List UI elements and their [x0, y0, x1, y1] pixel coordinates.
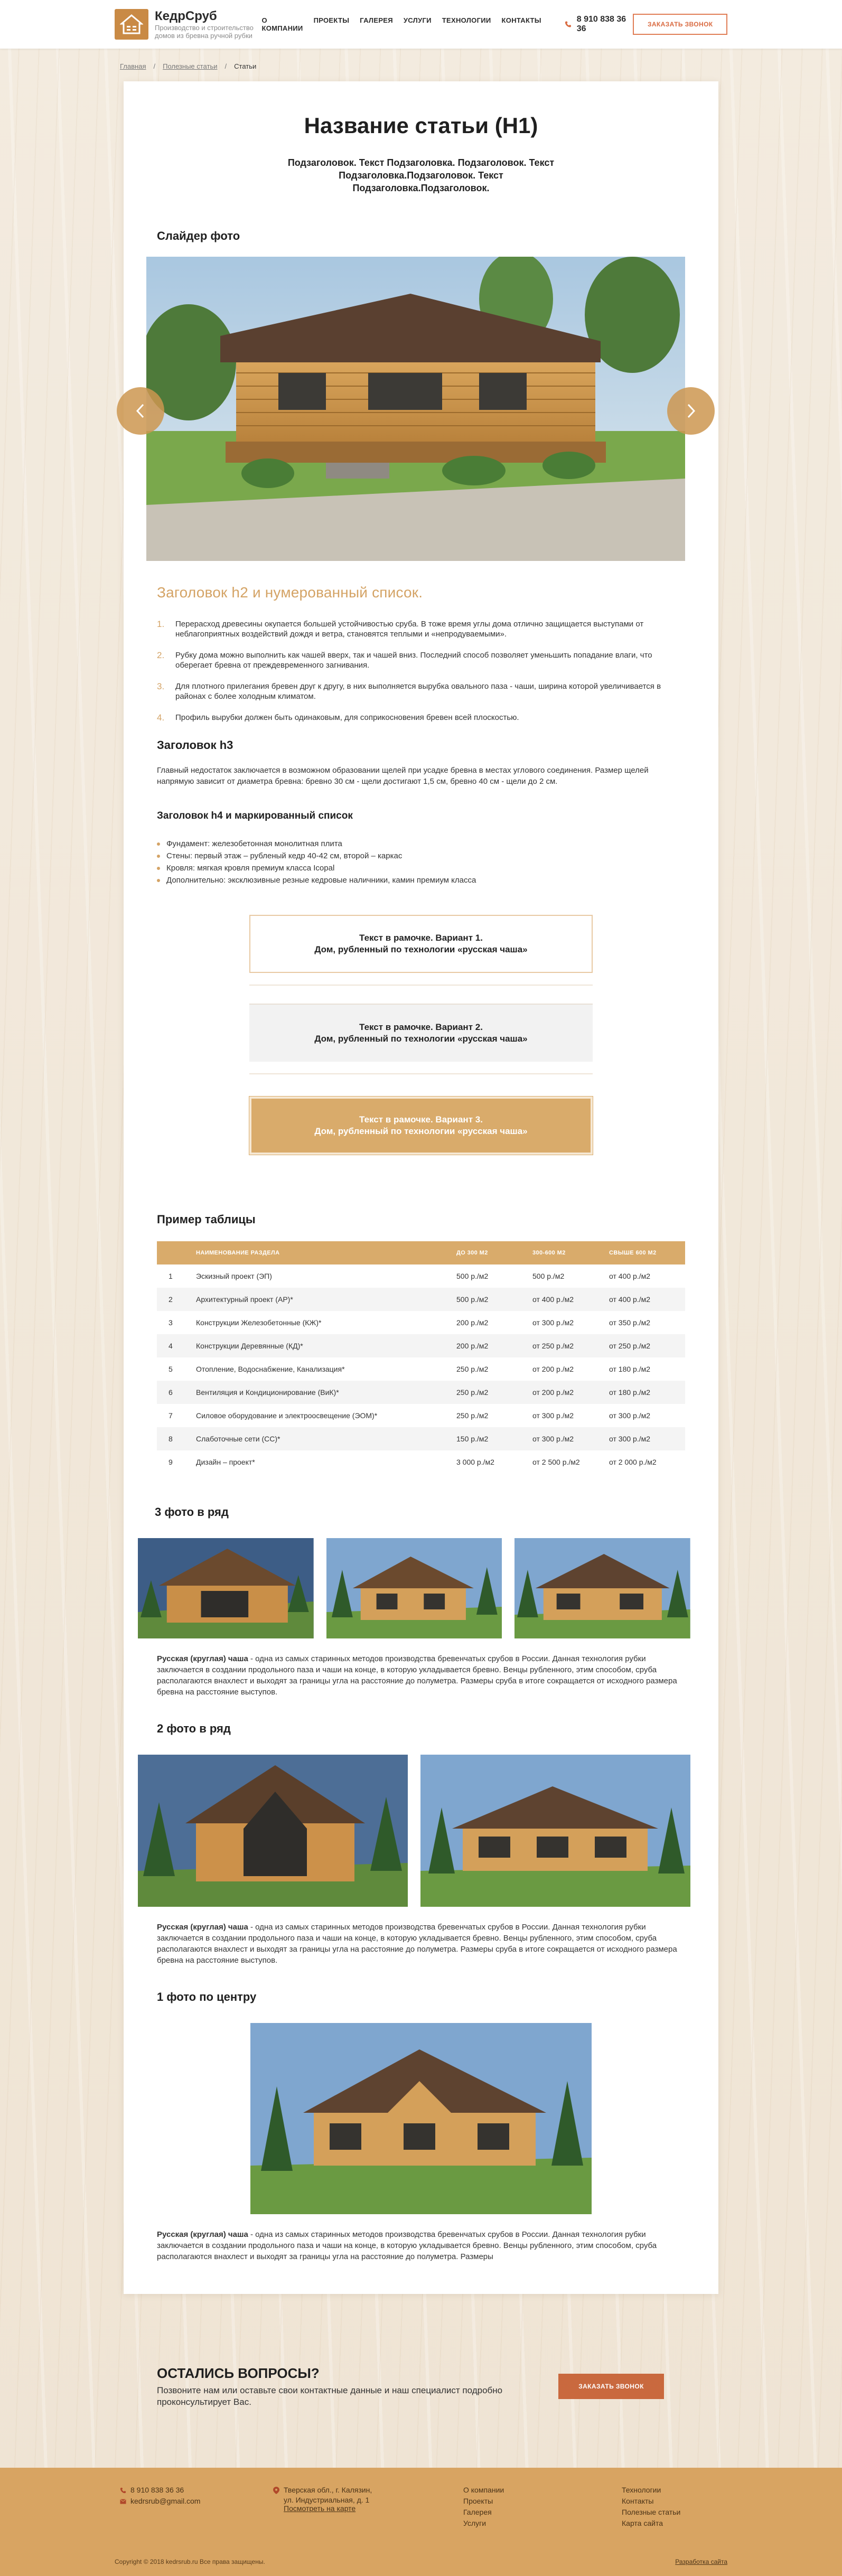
footer-contacts: [120, 2485, 200, 2507]
nav-item-services[interactable]: УСЛУГИ: [403, 16, 432, 24]
table-header-cell: СВЫШЕ 600 М2: [609, 1250, 657, 1256]
footer-address-line: [273, 2485, 372, 2496]
text-box-variant-1: [249, 915, 593, 973]
text-box-variant-2: [249, 1004, 593, 1062]
gallery-photo[interactable]: [138, 1538, 314, 1638]
caption-bold: Русская (круглая) чаша: [157, 1923, 248, 1932]
header-phone[interactable]: [565, 15, 633, 34]
divider: [249, 985, 593, 986]
logo-name: КедрСруб: [155, 9, 217, 23]
table-row: [157, 1381, 685, 1404]
list-item: Дополнительно: эксклюзивные резные кедровые наличники, камин премиум класса: [157, 874, 685, 886]
text-box-line: Дом, рубленный по технологии «русская чаша»: [314, 1126, 528, 1136]
table-heading: Пример таблицы: [157, 1213, 256, 1226]
chevron-left-icon: [135, 403, 146, 419]
table-cell: 7: [169, 1411, 173, 1420]
photo-centered: [250, 2023, 592, 2214]
list-item-text: Перерасход древесины окупается большей устойчивостью сруба. В тоже время углы дома отлично защищается выступами от неблагоприятных воздействий дождя и ветра, становятся теплыми и «непродуваемыми».: [175, 620, 644, 639]
table-cell: 200 р./м2: [456, 1342, 489, 1350]
list-item-text: Рубку дома можно выполнить как чашей вверх, так и чашей вниз. Последний способ позволяет уменьшить попадание влаги, что оберегает бревна от преждевременного загнивания.: [175, 651, 652, 670]
article-subtitle: Подзаголовок. Текст Подзаголовка. Подзаголовок. Текст Подзаголовка.Подзаголовок. Текст Подзаголовка.Подзаголовок.: [287, 157, 555, 193]
table-cell: 6: [169, 1388, 173, 1397]
site-footer: [0, 2468, 842, 2576]
slider-next-button[interactable]: [667, 387, 715, 435]
gallery-photo[interactable]: [326, 1538, 502, 1638]
slider-prev-button[interactable]: [117, 387, 164, 435]
table-cell: Отопление, Водоснабжение, Канализация*: [196, 1365, 345, 1373]
caption-text: - одна из самых старинных методов производства бревенчатых срубов в России. Данная технология рубки заключается в создании продольного паза и чаши на конце, в которую укладывается бревно. Венцы рубленного, этим способом, сруба располагаются внахлест и выходят за границы угла на расстояние до полуметра. Размеры сруба в итоге сокращается от исходного размера бревна на расстояние выступов.: [157, 1654, 677, 1697]
breadcrumb-articles[interactable]: Полезные статьи: [163, 62, 218, 70]
table-cell: 500 р./м2: [532, 1272, 565, 1280]
table-cell: 250 р./м2: [456, 1388, 489, 1397]
table-cell: Архитектурный проект (АР)*: [196, 1295, 293, 1304]
table-cell: 250 р./м2: [456, 1365, 489, 1373]
slider-heading: Слайдер фото: [157, 229, 240, 242]
table-cell: 3: [169, 1318, 173, 1327]
list-item: Фундамент: железобетонная монолитная плита: [157, 838, 685, 850]
callback-section: [157, 2357, 685, 2415]
text-box-line: Дом, рубленный по технологии «русская чаша»: [314, 944, 528, 954]
caption-text: - одна из самых старинных методов производства бревенчатых срубов в России. Данная технология рубки заключается в создании продольного паза и чаши на конце, в которую укладывается бревно. Венцы рубленного, этим способом, сруба располагаются внахлест и выходят за границы угла на расстояние до полуметра. Размеры: [157, 2230, 657, 2261]
copyright: Copyright © 2018 kedrsrub.ru Все права защищены.: [115, 2558, 265, 2565]
price-table: [157, 1241, 685, 1474]
order-call-button[interactable]: ЗАКАЗАТЬ ЗВОНОК: [633, 14, 727, 35]
nav-item-projects[interactable]: ПРОЕКТЫ: [313, 16, 350, 24]
table-cell: 250 р./м2: [456, 1411, 489, 1420]
table-row: [157, 1357, 685, 1381]
callback-text: Позвоните нам или оставьте свои контактные данные и наш специалист подробно проконсультирует Вас.: [157, 2385, 503, 2407]
footer-link-technologies[interactable]: Технологии: [622, 2486, 661, 2494]
list-item-text: Профиль вырубки должен быть одинаковым, для соприкосновения бревен всей плоскостью.: [175, 713, 519, 722]
article-card: [124, 81, 718, 2294]
table-cell: от 400 р./м2: [609, 1295, 651, 1304]
list-item-number: 3.: [157, 681, 165, 691]
heading-h4: Заголовок h4 и маркированный список: [157, 810, 353, 821]
footer-link-services[interactable]: Услуги: [463, 2519, 487, 2527]
table-row: [157, 1404, 685, 1427]
list-item: Кровля: мягкая кровля премиум класса Icopal: [157, 862, 685, 874]
table-cell: Эскизный проект (ЭП): [196, 1272, 272, 1280]
breadcrumb-separator: /: [153, 62, 156, 70]
footer-address: [273, 2485, 372, 2513]
footer-phone[interactable]: [120, 2485, 200, 2496]
footer-link-gallery[interactable]: Галерея: [463, 2508, 492, 2516]
table-row: [157, 1334, 685, 1357]
footer-bottom: [115, 2558, 727, 2565]
heading-h2: Заголовок h2 и нумерованный список.: [157, 584, 423, 601]
h3-paragraph: Главный недостаток заключается в возможном образовании щелей при усадке бревна в местах углового соединения. Размер щелей напрямую зависит от диаметра бревна: бревно 30 см - щели достигают 1,5 см, бревно 40 см - щели до 2 см.: [157, 766, 649, 786]
nav-item-gallery[interactable]: ГАЛЕРЕЯ: [360, 16, 393, 24]
text-box-line: Текст в рамочке. Вариант 2.: [359, 1022, 483, 1032]
table-cell: 1: [169, 1272, 173, 1280]
nav-item-contacts[interactable]: КОНТАКТЫ: [501, 16, 541, 24]
table-header-cell: НАИМЕНОВАНИЕ РАЗДЕЛА: [196, 1250, 280, 1256]
table-cell: от 400 р./м2: [609, 1272, 651, 1280]
table-cell: от 300 р./м2: [532, 1435, 574, 1443]
table-cell: 5: [169, 1365, 173, 1373]
gallery-photo[interactable]: [250, 2023, 592, 2214]
footer-menu-2: [622, 2485, 680, 2529]
footer-email[interactable]: [120, 2496, 200, 2507]
photo-caption: [157, 1922, 685, 1966]
table-row: [157, 1427, 685, 1450]
mail-icon: [120, 2499, 126, 2504]
footer-link-about[interactable]: О компании: [463, 2486, 504, 2494]
gallery-photo[interactable]: [420, 1755, 690, 1907]
logo-tagline: Производство и строительство домов из бревна ручной рубки: [155, 24, 254, 40]
caption-text: - одна из самых старинных методов производства бревенчатых срубов в России. Данная технология рубки заключается в создании продольного паза и чаши на конце, в которую укладывается бревно. Венцы рубленного, этим способом, сруба располагаются внахлест и выходят за границы угла на расстояние до полуметра. Размеры сруба в итоге сокращается от исходного размера бревна на расстояние выступов.: [157, 1923, 677, 1965]
footer-link-contacts[interactable]: Контакты: [622, 2497, 654, 2505]
table-row: [157, 1288, 685, 1311]
callback-button[interactable]: ЗАКАЗАТЬ ЗВОНОК: [558, 2374, 664, 2399]
breadcrumb-current: Статьи: [234, 62, 257, 70]
footer-phone-number: 8 910 838 36 36: [130, 2486, 184, 2494]
gallery-photo[interactable]: [514, 1538, 690, 1638]
site-header: [0, 0, 842, 49]
caption-bold: Русская (круглая) чаша: [157, 1654, 248, 1663]
list-item-number: 1.: [157, 619, 165, 629]
list-item: [157, 713, 685, 723]
table-header-row: [157, 1241, 685, 1264]
photo-slider: [146, 257, 685, 561]
footer-link-articles[interactable]: Полезные статьи: [622, 2508, 681, 2516]
photos3-heading: 3 фото в ряд: [155, 1505, 229, 1519]
bullet-list: [157, 838, 685, 886]
table-cell: Конструкции Железобетонные (КЖ)*: [196, 1318, 322, 1327]
breadcrumb: [115, 49, 727, 81]
list-item: [157, 681, 685, 701]
nav-item-technologies[interactable]: ТЕХНОЛОГИИ: [442, 16, 491, 24]
table-cell: 8: [169, 1435, 173, 1443]
slider-photo-log-house: [146, 257, 685, 561]
table-cell: 2: [169, 1295, 173, 1304]
footer-address-line2: ул. Индустриальная, д. 1: [284, 2496, 370, 2504]
table-header-cell: ДО 300 М2: [456, 1250, 488, 1256]
table-cell: 150 р./м2: [456, 1435, 489, 1443]
list-item: Стены: первый этаж – рубленый кедр 40-42 см, второй – каркас: [157, 850, 685, 862]
footer-address-text: Тверская обл., г. Калязин,: [284, 2486, 372, 2494]
table-cell: от 300 р./м2: [609, 1435, 651, 1443]
heading-h3: Заголовок h3: [157, 738, 233, 752]
breadcrumb-separator: /: [224, 62, 227, 70]
table-cell: 200 р./м2: [456, 1318, 489, 1327]
table-cell: Дизайн – проект*: [196, 1458, 255, 1466]
callback-title: ОСТАЛИСЬ ВОПРОСЫ?: [157, 2365, 320, 2381]
table-header-cell: 300-600 М2: [532, 1250, 566, 1256]
table-cell: от 2 500 р./м2: [532, 1458, 580, 1466]
breadcrumb-home[interactable]: Главная: [120, 62, 146, 70]
list-item: [157, 650, 685, 670]
logo-house-icon: [115, 9, 148, 40]
table-row: [157, 1264, 685, 1288]
text-box-line: Текст в рамочке. Вариант 3.: [359, 1114, 483, 1125]
footer-link-sitemap[interactable]: Карта сайта: [622, 2519, 663, 2527]
text-box-line: Текст в рамочке. Вариант 1.: [359, 933, 483, 943]
list-item-number: 2.: [157, 650, 165, 660]
table-cell: от 350 р./м2: [609, 1318, 651, 1327]
caption-bold: Русская (круглая) чаша: [157, 2230, 248, 2239]
table-cell: от 400 р./м2: [532, 1295, 574, 1304]
logo[interactable]: [115, 9, 261, 40]
table-cell: от 300 р./м2: [609, 1411, 651, 1420]
table-cell: Слаботочные сети (СС)*: [196, 1435, 280, 1443]
table-cell: от 2 000 р./м2: [609, 1458, 657, 1466]
table-header-cell: [157, 1241, 196, 1264]
list-item: [157, 619, 685, 639]
table-cell: от 250 р./м2: [609, 1342, 651, 1350]
table-cell: 500 р./м2: [456, 1295, 489, 1304]
table-cell: от 300 р./м2: [532, 1411, 574, 1420]
numbered-list: [157, 619, 685, 723]
table-row: [157, 1450, 685, 1474]
photo-caption: [157, 1653, 685, 1698]
list-item-text: Для плотного прилегания бревен друг к другу, в них выполняется вырубка овального паза - чаши, ширина которой увеличивается в районах с более холодным климатом.: [175, 682, 661, 701]
table-cell: от 300 р./м2: [532, 1318, 574, 1327]
developer-link[interactable]: Разработка сайта: [675, 2558, 727, 2565]
table-row: [157, 1311, 685, 1334]
table-cell: Вентиляция и Кондиционирование (ВиК)*: [196, 1388, 339, 1397]
footer-map-link[interactable]: Посмотреть на карте: [284, 2504, 356, 2513]
photo-row-2: [138, 1755, 690, 1907]
page-title: Название статьи (H1): [304, 113, 538, 138]
nav-item-about[interactable]: О КОМПАНИИ: [261, 16, 303, 32]
chevron-right-icon: [685, 403, 697, 419]
divider: [249, 1073, 593, 1074]
table-cell: 9: [169, 1458, 173, 1466]
list-item-number: 4.: [157, 713, 165, 723]
main-nav: [261, 16, 541, 32]
photo-row-3: [138, 1538, 690, 1638]
text-box-variant-3: [249, 1097, 593, 1155]
table-cell: от 200 р./м2: [532, 1388, 574, 1397]
footer-link-projects[interactable]: Проекты: [463, 2497, 493, 2505]
map-pin-icon: [273, 2487, 279, 2494]
table-cell: от 180 р./м2: [609, 1365, 651, 1373]
footer-menu-1: [463, 2485, 504, 2529]
table-cell: 4: [169, 1342, 173, 1350]
table-cell: Конструкции Деревянные (КД)*: [196, 1342, 303, 1350]
table-cell: от 180 р./м2: [609, 1388, 651, 1397]
text-box-line: Дом, рубленный по технологии «русская чаша»: [314, 1034, 528, 1044]
table-cell: 500 р./м2: [456, 1272, 489, 1280]
photo-caption: [157, 2229, 685, 2262]
photo1-heading: 1 фото по центру: [157, 1990, 257, 2003]
table-cell: Силовое оборудование и электроосвещение (ЭОМ)*: [196, 1411, 378, 1420]
table-cell: 3 000 р./м2: [456, 1458, 494, 1466]
table-cell: от 200 р./м2: [532, 1365, 574, 1373]
footer-email-address: kedrsrub@gmail.com: [130, 2497, 201, 2505]
header-phone-number: 8 910 838 36 36: [576, 15, 626, 33]
table-cell: от 250 р./м2: [532, 1342, 574, 1350]
photos2-heading: 2 фото в ряд: [157, 1722, 231, 1735]
phone-icon: [565, 21, 572, 28]
gallery-photo[interactable]: [138, 1755, 408, 1907]
